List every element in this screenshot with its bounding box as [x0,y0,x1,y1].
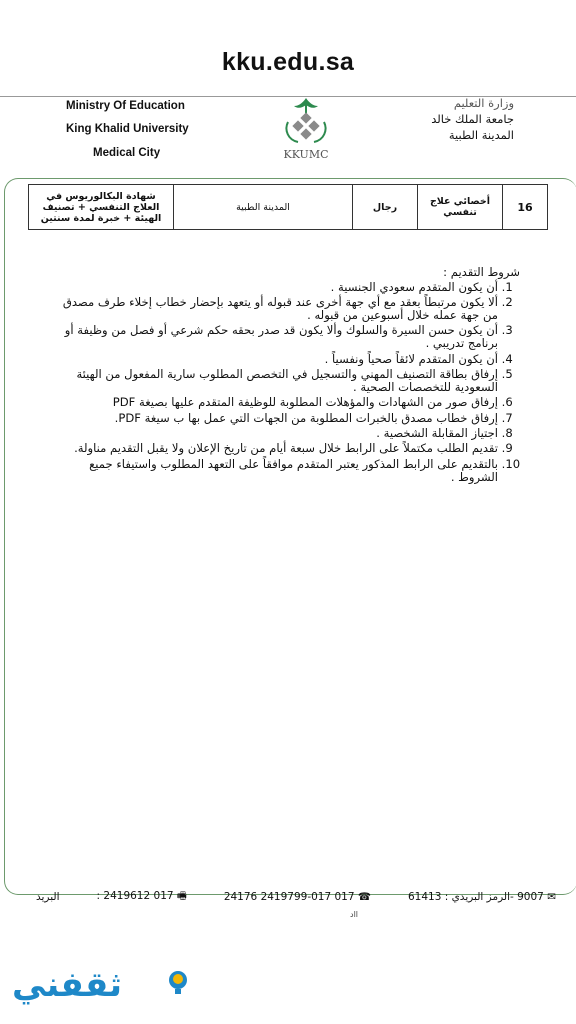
university-en: King Khalid University [66,123,189,135]
phone-info [224,891,371,903]
list-item: 1. أن يكون المتقدم سعودي الجنسية . [50,281,498,294]
brand-text: ثقفني [12,965,122,1005]
list-item: 9. تقديم الطلب مكتملاً على الرابط خلال سبعة أيام من تاريخ الإعلان ولا يقبل التقديم مناولة. [50,442,498,455]
job-location: المدينة الطبية [174,185,353,230]
mail-info [408,891,556,903]
medical-city-en: Medical City [93,147,161,159]
lightbulb-icon [169,971,187,994]
phone-icon: ☎ [354,891,371,903]
mail-text: 9007 -الرمز البريدي : 61413 [407,891,544,903]
fax-info [97,888,187,906]
fax-icon: 🖷 [173,890,187,902]
footer-extra: ااد [350,910,359,919]
ministry-ar: وزارة التعليم [453,96,514,110]
list-item: 2. ألا يكون مرتبطاً بعقد مع أي جهة أخرى عند قبوله أو يتعهد بإحضار خطاب إخلاء طرف مصدق من جهة عمله خلال أسبوعين من قبوله . [50,296,498,322]
list-item: 10. بالتقديم على الرابط المذكور يعتبر المتقدم موافقاً على التعهد المطلوب واستيفاء جميع الشروط . [50,458,498,484]
fax-text: 017 2419612 : [96,890,174,902]
job-title: أخصائي علاج تنفسي [418,185,503,230]
conditions-list [50,281,520,484]
conditions-section [50,266,520,486]
list-item: 3. أن يكون حسن السيرة والسلوك وألا يكون قد صدر بحقه حكم شرعي أو فصل من وظيفة أو برنامج تدريبي . [50,324,498,350]
ministry-en: Ministry Of Education [66,100,185,112]
list-item: 6. إرفاق صور من الشهادات والمؤهلات المطلوبة للوظيفة المتقدم عليها بصيغة PDF [50,396,498,409]
job-requirements: شهادة البكالوريوس في العلاج التنفسي + تصنيف الهيئة + خبرة لمدة سنتين [29,185,174,230]
logo-text: KKUMC [283,148,329,161]
brand-watermark [10,960,190,1006]
contact-footer [36,888,556,906]
conditions-title: شروط التقديم : [443,265,520,279]
phone-text: 017 2419799-017 24176 [223,891,355,903]
mail-icon: ✉ [543,891,556,903]
list-item: 7. إرفاق خطاب مصدق بالخبرات المطلوبة من الجهات التي عمل بها ب سيغة PDF. [50,412,498,425]
list-item: 8. اجتياز المقابلة الشخصية . [50,427,498,440]
palm-logo-icon [276,96,336,164]
job-gender: رجال [353,185,418,230]
medical-city-ar: المدينة الطبية [448,128,514,142]
email-label: البريد [36,891,60,903]
list-item: 5. إرفاق بطاقة التصنيف المهني والتسجيل في التخصص المطلوب سارية المفعول من الهيئة السعودية للتخصصات الصحية . [50,368,498,394]
job-number: 16 [503,185,548,230]
table-row [29,185,548,230]
site-url: kku.edu.sa [221,48,355,76]
job-table [28,184,548,230]
university-ar: جامعة الملك خالد [431,112,514,126]
list-item: 4. أن يكون المتقدم لائقاً صحياً ونفسياً . [50,353,498,366]
kkumc-logo [276,96,336,164]
